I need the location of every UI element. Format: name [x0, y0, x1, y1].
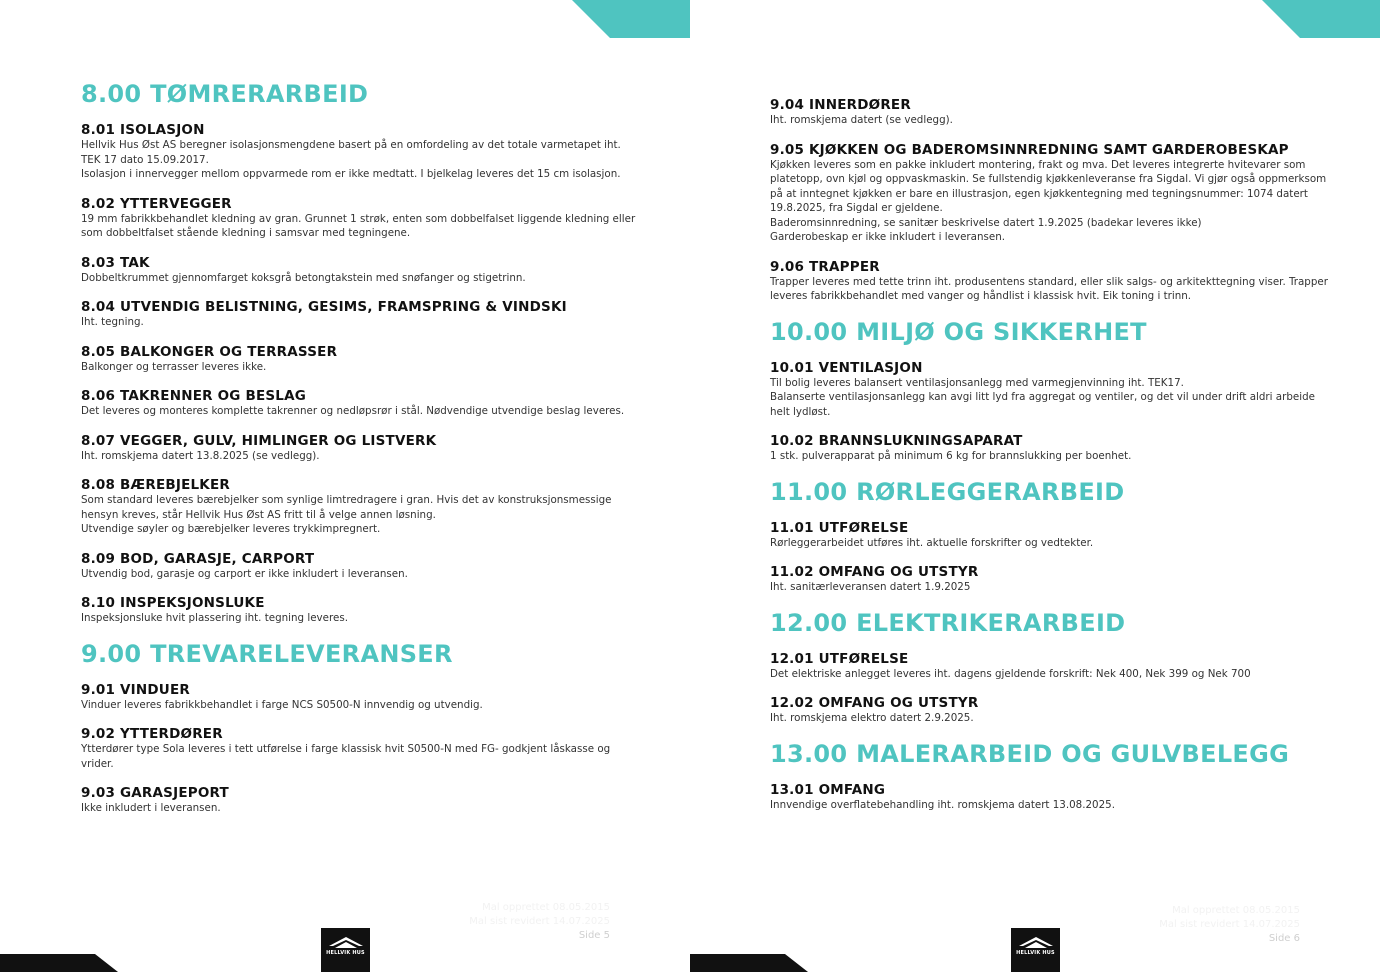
section-body: Som standard leveres bærebjelker som synlige limtredragere i gran. Hvis det av konstruksjonsmessige hensyn kreves, står Hellvik Hus Øst AS fritt til å velge annen løsning. Utvendige søyler og bærebjelker leveres trykkimpregnert.	[81, 494, 612, 535]
section	[81, 477, 641, 537]
section-body: Rørleggerarbeidet utføres iht. aktuelle forskrifter og vedtekter.	[770, 536, 1094, 549]
company-logo	[321, 928, 370, 972]
corner-decoration-bottom	[0, 952, 120, 972]
section	[770, 520, 1330, 551]
section-title: 8.03 TAK	[81, 254, 150, 271]
section	[770, 97, 1330, 128]
section	[81, 682, 641, 713]
section-title: 8.08 BÆREBJELKER	[81, 477, 230, 493]
section	[770, 433, 1330, 464]
corner-decoration-top	[570, 0, 690, 38]
section-body: Trapper leveres med tette trinn iht. produsentens standard, eller slik salgs- og arkitekttegning viser. Trapper leveres fabrikkbehandlet med vanger og håndlist i klassisk hvit. Eik toning i trinn.	[770, 275, 1328, 302]
section-title: 8.04 UTVENDIG BELISTNING, GESIMS, FRAMSPRING & VINDSKI	[81, 299, 567, 315]
section-title: 10.01 VENTILASJON	[770, 359, 923, 376]
corner-decoration-top	[1260, 0, 1380, 38]
section-title: 10.02 BRANNSLUKNINGSAPARAT	[770, 433, 1023, 449]
chapter-title: 12.00 ELEKTRIKERARBEID	[770, 608, 1126, 637]
section	[81, 344, 641, 375]
section-body: Kjøkken leveres som en pakke inkludert montering, frakt og mva. Det leveres integrerte hvitevarer som platetopp, ovn kjøl og oppvaskmaskin. Se fullstendig kjøkkenleveranse fra Sigdal. Vi gjør også oppmerksom på at inntegnet kjøkken er bare en illustrasjon, egen kjøkkentegning med tegningsnummer: 1074 datert 19.8.2025, fra Sigdal er gjeldene. Baderomsinnredning, se sanitær beskrivelse datert 1.9.2025 (badekar leveres ikke) Garderobeskap er ikke inkludert i leveransen.	[770, 158, 1327, 243]
section	[770, 360, 1330, 420]
page-number: Side 5	[578, 930, 610, 941]
chapter-title: 10.00 MILJØ OG SIKKERHET	[770, 317, 1147, 346]
content-right	[770, 97, 1330, 826]
section-body: Det elektriske anlegget leveres iht. dagens gjeldende forskrift: Nek 400, Nek 399 og Nek 700	[770, 667, 1251, 680]
section-title: 11.02 OMFANG OG UTSTYR	[770, 564, 979, 580]
section-body: Inspeksjonsluke hvit plassering iht. tegning leveres.	[81, 612, 348, 624]
page-footer	[1159, 904, 1300, 946]
house-roof-icon	[329, 937, 363, 949]
section	[770, 259, 1330, 304]
section-body: Vinduer leveres fabrikkbehandlet i farge NCS S0500-N innvendig og utvendig.	[81, 698, 483, 711]
section-title: 8.05 BALKONGER OG TERRASSER	[81, 343, 338, 360]
chapter-title: 9.00 TREVARELEVERANSER	[81, 639, 453, 668]
section	[81, 433, 641, 464]
section-title: 8.01 ISOLASJON	[81, 122, 205, 138]
page-right	[690, 0, 1380, 972]
section-body: Dobbeltkrummet gjennomfarget koksgrå betongtakstein med snøfanger og stigetrinn.	[81, 271, 526, 284]
section-title: 8.06 TAKRENNER OG BESLAG	[81, 388, 307, 404]
section-body: Iht. sanitærleveransen datert 1.9.2025	[770, 581, 971, 593]
section-body: 19 mm fabrikkbehandlet kledning av gran. Grunnet 1 strøk, enten som dobbelfalset liggende kledning eller som dobbeltfalset stående kledning i samsvar med tegningene.	[81, 212, 636, 239]
page-footer	[469, 901, 610, 943]
section-title: 13.01 OMFANG	[770, 781, 886, 798]
section-title: 11.01 UTFØRELSE	[770, 519, 909, 536]
section-body: Innvendige overflatebehandling iht. romskjema datert 13.08.2025.	[770, 798, 1115, 811]
content-left	[81, 80, 641, 830]
section	[770, 782, 1330, 813]
section-body: Utvendig bod, garasje og carport er ikke inkludert i leveransen.	[81, 567, 408, 580]
section	[81, 196, 641, 241]
page-number: Side 6	[1268, 933, 1300, 944]
section-body: Ikke inkludert i leveransen.	[81, 802, 221, 814]
section-title: 12.02 OMFANG OG UTSTYR	[770, 695, 979, 711]
template-revised-date: Mal sist revidert 14.07.2025	[1159, 919, 1300, 930]
company-logo	[1011, 928, 1060, 972]
section-title: 9.04 INNERDØRER	[770, 97, 911, 113]
section-body: Hellvik Hus Øst AS beregner isolasjonsmengdene basert på en omfordeling av det totale varmetapet iht. TEK 17 dato 15.09.2017. Isolasjon i innervegger mellom oppvarmede rom er ikke medtatt. I bjelkelag leveres det 15 cm isolasjon.	[81, 139, 621, 180]
chapter-title: 13.00 MALERARBEID OG GULVBELEGG	[770, 739, 1290, 768]
section-body: Iht. romskjema elektro datert 2.9.2025.	[770, 712, 974, 724]
section	[81, 726, 641, 771]
section-body: Til bolig leveres balansert ventilasjonsanlegg med varmegjenvinning iht. TEK17. Balanserte ventilasjonsanlegg kan avgi litt lyd fra aggregat og ventiler, og det vil under drift aldri arbeide helt lydløst.	[770, 376, 1315, 418]
section-title: 9.02 YTTERDØRER	[81, 726, 223, 742]
section	[81, 122, 641, 182]
template-created-date: Mal opprettet 08.05.2015	[1172, 905, 1300, 916]
section	[81, 299, 641, 330]
section-body: Iht. tegning.	[81, 316, 144, 328]
section	[770, 564, 1330, 595]
section	[81, 551, 641, 582]
logo-text: HELLVIK HUS	[326, 950, 365, 956]
logo-text: HELLVIK HUS	[1016, 950, 1055, 956]
chapter-title: 11.00 RØRLEGGERARBEID	[770, 477, 1125, 506]
section	[770, 651, 1330, 682]
section	[770, 142, 1330, 245]
section	[81, 255, 641, 286]
section-title: 9.03 GARASJEPORT	[81, 785, 229, 801]
chapter-title: 8.00 TØMRERARBEID	[81, 80, 369, 108]
section-title: 9.05 KJØKKEN OG BADEROMSINNREDNING SAMT GARDEROBESKAP	[770, 141, 1289, 158]
section-title: 8.07 VEGGER, GULV, HIMLINGER OG LISTVERK	[81, 432, 437, 449]
section-body: Ytterdører type Sola leveres i tett utførelse i farge klassisk hvit S0500-N med FG- godkjent låskasse og vrider.	[81, 743, 611, 770]
section-title: 8.02 YTTERVEGGER	[81, 195, 232, 212]
section	[81, 595, 641, 626]
section-body: Iht. romskjema datert 13.8.2025 (se vedlegg).	[81, 449, 320, 462]
section	[81, 785, 641, 816]
section	[770, 695, 1330, 726]
section-body: Balkonger og terrasser leveres ikke.	[81, 360, 267, 373]
section-title: 9.01 VINDUER	[81, 681, 190, 698]
template-revised-date: Mal sist revidert 14.07.2025	[469, 916, 610, 927]
section-body: 1 stk. pulverapparat på minimum 6 kg for brannslukking per boenhet.	[770, 450, 1132, 462]
section-title: 9.06 TRAPPER	[770, 258, 880, 275]
template-created-date: Mal opprettet 08.05.2015	[482, 902, 610, 913]
section-title: 8.10 INSPEKSJONSLUKE	[81, 595, 265, 611]
section-body: Iht. romskjema datert (se vedlegg).	[770, 114, 953, 126]
section	[81, 388, 641, 419]
corner-decoration-bottom	[690, 952, 810, 972]
house-roof-icon	[1019, 937, 1053, 949]
section-body: Det leveres og monteres komplette takrenner og nedløpsrør i stål. Nødvendige utvendige beslag leveres.	[81, 405, 625, 417]
section-title: 8.09 BOD, GARASJE, CARPORT	[81, 550, 315, 567]
section-title: 12.01 UTFØRELSE	[770, 650, 909, 667]
